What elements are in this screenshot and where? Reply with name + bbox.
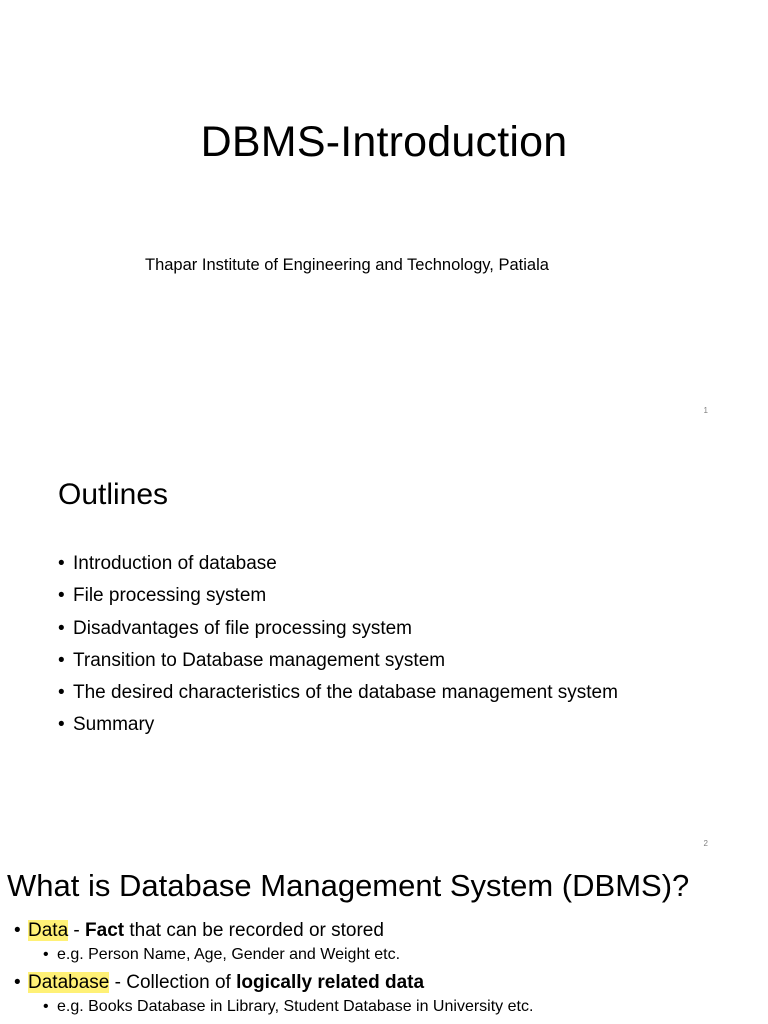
outline-item: • Disadvantages of file processing system <box>58 613 618 645</box>
slide-1-subtitle: Thapar Institute of Engineering and Technology, Patiala <box>145 256 549 274</box>
outline-item: • The desired characteristics of the database management system <box>58 677 618 709</box>
bullet-icon: • <box>58 553 65 574</box>
term-database-bold: logically related data <box>236 972 425 993</box>
slide-3-title: What is Database Management System (DBMS)? <box>7 868 690 903</box>
bullet-icon: • <box>58 617 65 639</box>
bullet-icon: • <box>43 998 49 1015</box>
slide-1 <box>0 0 768 432</box>
bullet-icon: • <box>58 682 65 704</box>
outline-item: • Summary <box>58 709 618 741</box>
slide-1-page-number: 1 <box>703 406 708 415</box>
slide-1-title: DBMS-Introduction <box>200 118 568 166</box>
outline-item: • Introduction of database <box>58 548 618 580</box>
outline-list <box>58 548 618 742</box>
slide-3 <box>0 864 768 1024</box>
definition-item-data: • Data - Fact that can be recorded or stored • e.g. Person Name, Age, Gender and Weight etc. <box>14 918 533 966</box>
bullet-icon: • <box>14 920 21 941</box>
example-database: • e.g. Books Database in Library, Student Database in University etc. <box>14 996 533 1018</box>
bullet-icon: • <box>43 946 49 963</box>
example-data: • e.g. Person Name, Age, Gender and Weight etc. <box>14 944 533 966</box>
slide-2-page-number: 2 <box>703 839 708 848</box>
bullet-icon: • <box>14 972 21 993</box>
term-data-bold: Fact <box>85 920 125 941</box>
bullet-icon: • <box>58 714 65 736</box>
bullet-icon: • <box>58 649 65 671</box>
outline-item: • File processing system <box>58 580 618 612</box>
definition-list <box>14 918 533 1022</box>
outline-item: • Transition to Database management system <box>58 645 618 677</box>
bullet-icon: • <box>58 585 65 607</box>
term-data: Data <box>28 920 69 941</box>
definition-item-database: • Database - Collection of logically related data • e.g. Books Database in Library, Student Database in University etc. <box>14 970 533 1018</box>
slide-2 <box>0 432 768 864</box>
slide-2-title: Outlines <box>58 478 169 511</box>
term-database: Database <box>28 972 110 993</box>
